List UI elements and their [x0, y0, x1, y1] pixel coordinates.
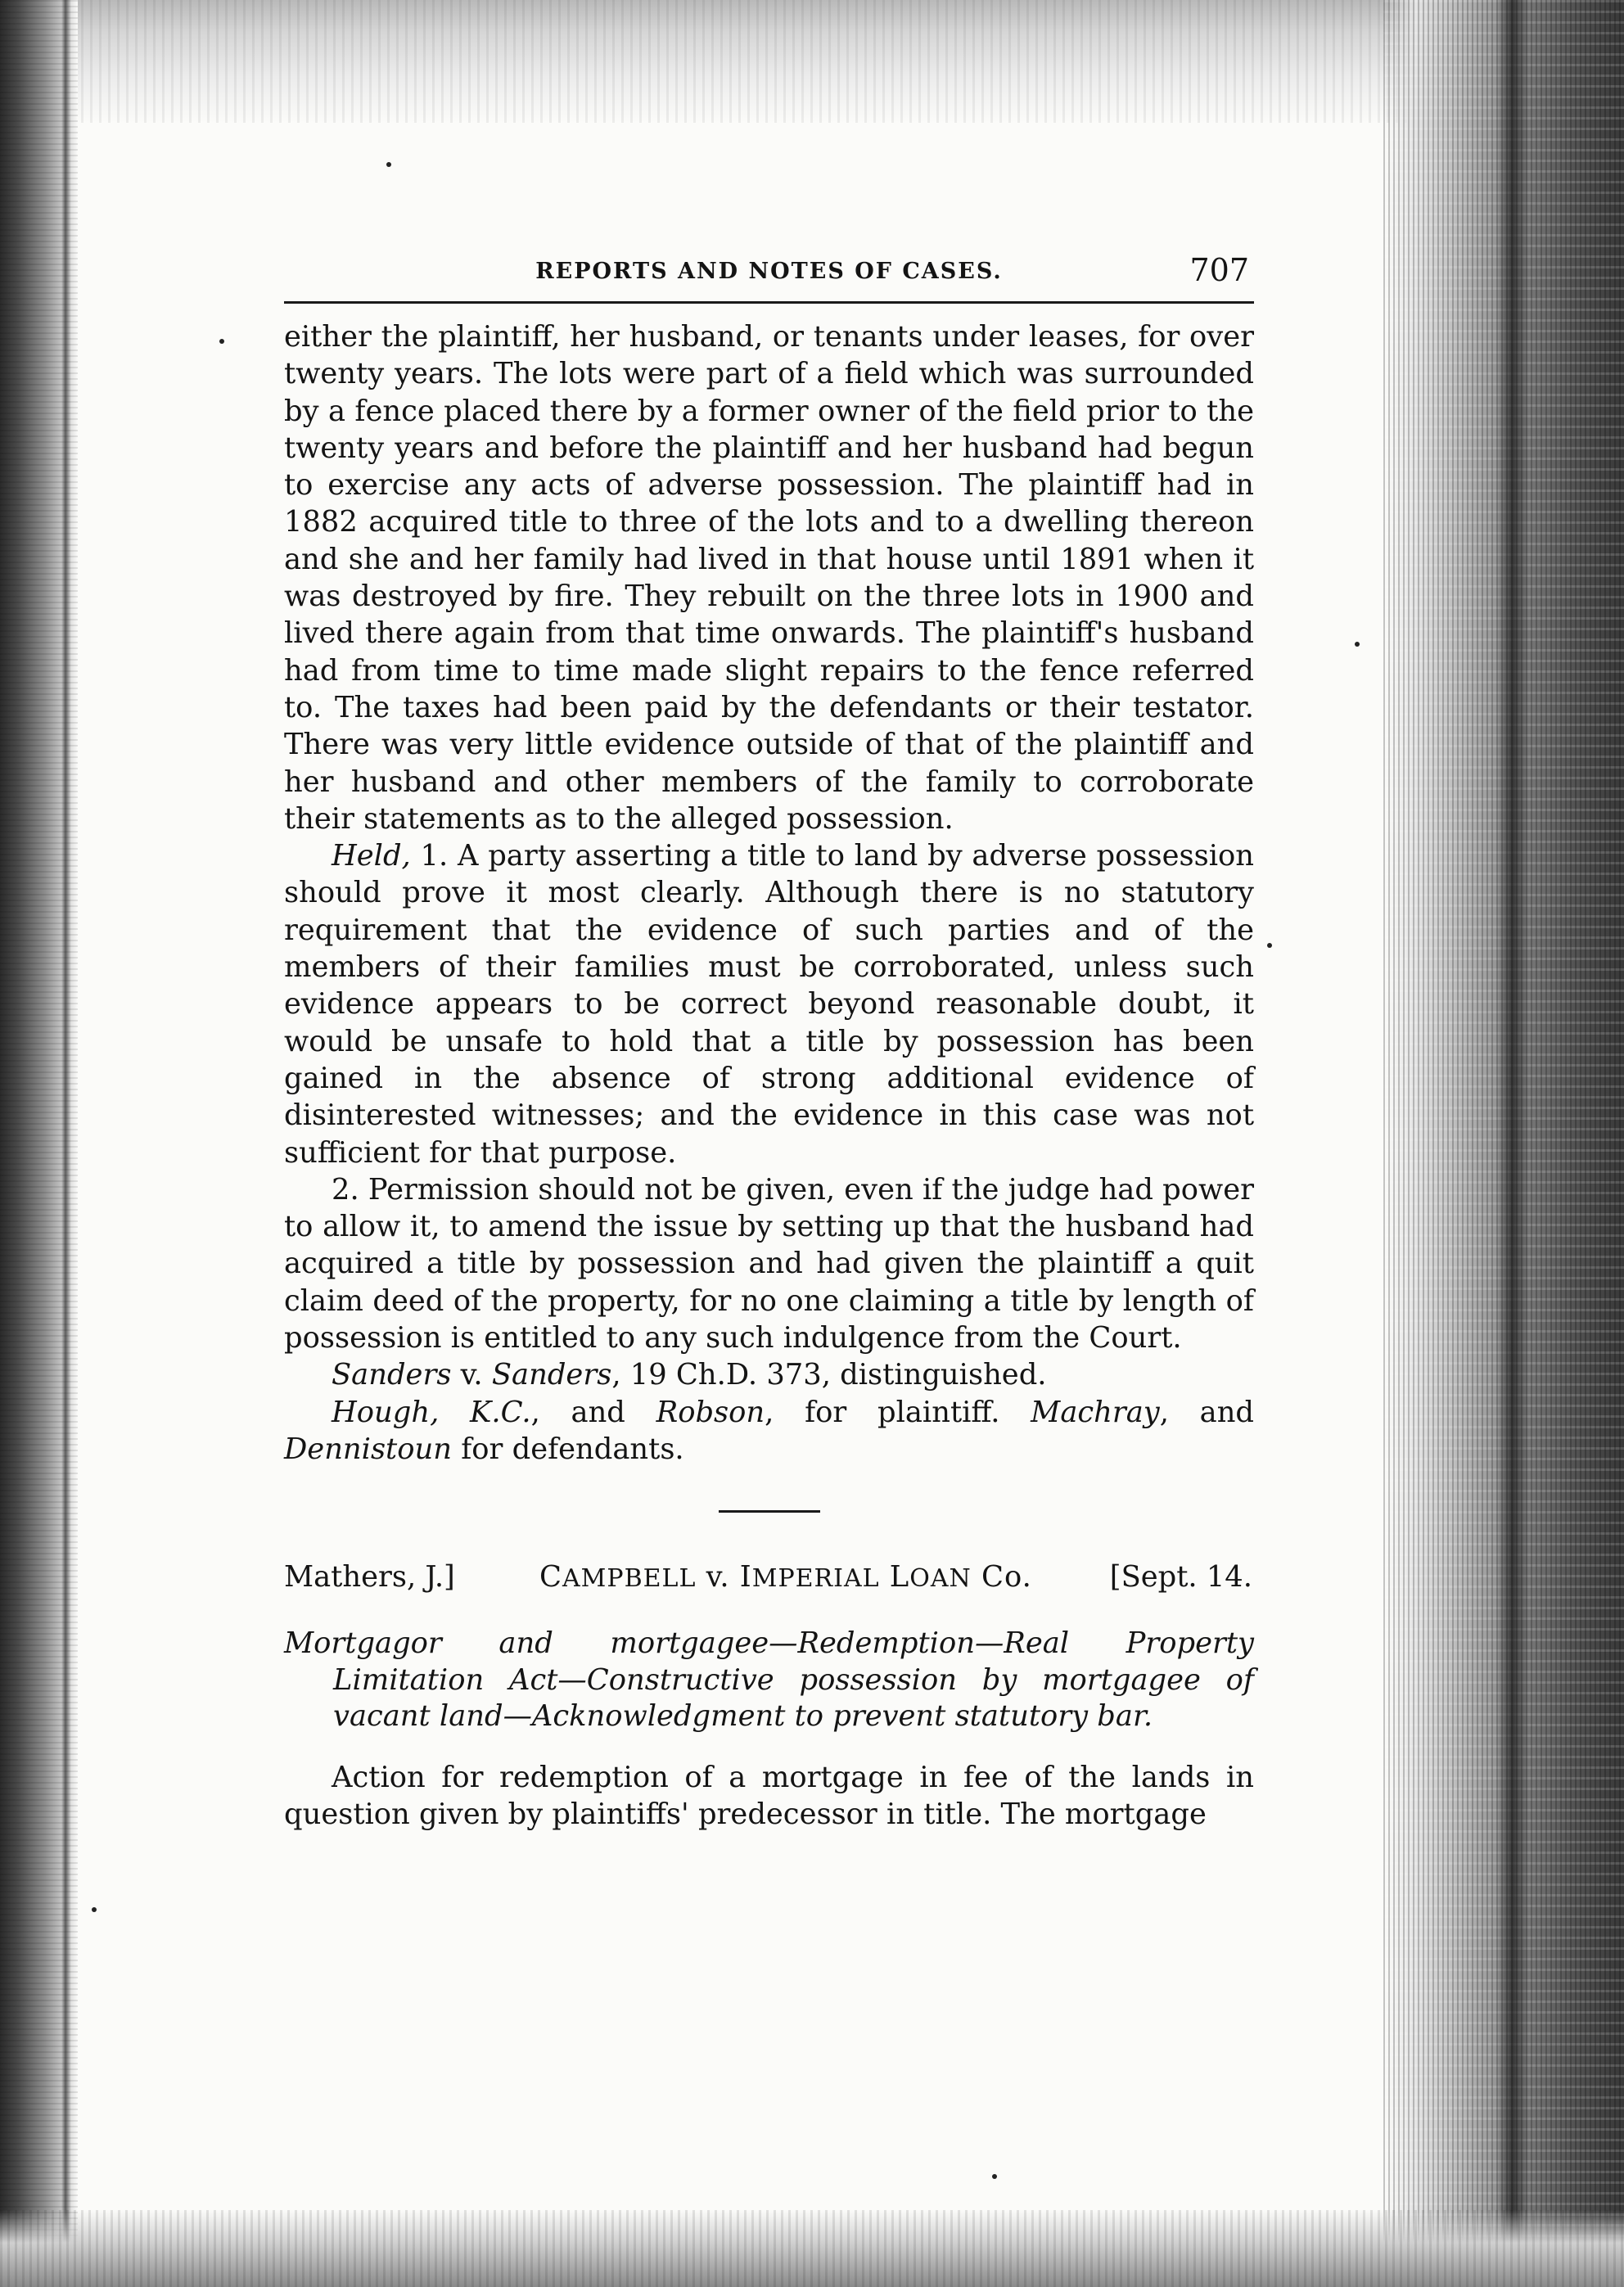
ink-speck: [386, 162, 391, 167]
case-party: Sanders: [491, 1358, 612, 1392]
case-heading: [284, 1558, 1254, 1596]
case-judge: Mathers, J.]: [284, 1560, 455, 1595]
counsel-line: [284, 1394, 1254, 1468]
permission-paragraph: 2. Permission should not be given, even if the judge had power to allow it, to amend the issue by setting up that the husband had acquired a title by possession and had given the plaintiff a quit claim deed of the property, for no one claiming a title by length of possession is entitled to any such indulgence from the Court.: [284, 1172, 1254, 1356]
headnote: Mortgagor and mortgagee—Redemption—Real Property Limitation Act—Constructive possession by mortgagee of vacant land—Acknowledgment to prevent statutory bar.: [284, 1626, 1254, 1733]
body-paragraph-continued: either the plaintiff, her husband, or tenants under leases, for over twenty years. The lots were part of a field which was surrounded by a fence placed there by a former owner of the field prior to the twenty years and before the plaintiff and her husband had begun to exercise any acts of adverse possession. The plaintiff had in 1882 acquired title to three of the lots and to a dwelling thereon and she and her family had lived in that house until 1891 when it was destroyed by fire. They rebuilt on the three lots in 1900 and lived there again from that time onwards. The plaintiff's husband had from time to time made slight repairs to the fence referred to. The taxes had been paid by the defendants or their testator. There was very little evidence outside of that of the plaintiff and her husband and other members of the family to corroborate their statements as to the alleged possession.: [284, 320, 1254, 836]
scan-right-shadow: [1496, 0, 1529, 2287]
case-name-initial: C: [539, 1560, 563, 1595]
ink-speck: [992, 2174, 997, 2179]
counsel-name: Hough, K.C.: [332, 1395, 531, 1429]
held-paragraph: [284, 837, 1254, 1171]
case-name: [539, 1558, 1032, 1598]
citation-text: , 19 Ch.D. 373, distinguished.: [611, 1358, 1047, 1392]
counsel-text: for defendants.: [451, 1432, 684, 1466]
scan-bottom-edge: [0, 2210, 1624, 2287]
section-divider: [719, 1510, 820, 1513]
case-name-smallcaps: MPERIAL: [751, 1564, 880, 1594]
counsel-text: , for plaintiff.: [765, 1395, 1031, 1429]
ink-speck: [92, 1907, 97, 1912]
citation-text: v.: [460, 1358, 492, 1392]
running-title: REPORTS AND NOTES OF CASES.: [535, 259, 1003, 284]
text-block: [284, 252, 1254, 1834]
counsel-name: Robson: [656, 1395, 765, 1429]
ink-speck: [1355, 642, 1360, 647]
action-paragraph: Action for redemption of a mortgage in fee of the lands in question given by plaintiffs' predecessor in title. The mortgage: [284, 1761, 1254, 1832]
distinguished-citation: [284, 1356, 1254, 1393]
counsel-name: Dennistoun: [284, 1432, 452, 1466]
case-name-initial: L: [879, 1560, 910, 1595]
case-name-initial: I: [739, 1560, 752, 1595]
case-name-smallcaps: AMPBELL: [562, 1564, 697, 1594]
case-party: Sanders: [332, 1358, 452, 1392]
ink-speck: [219, 339, 224, 344]
case-date: [Sept. 14.: [1109, 1560, 1252, 1595]
case-versus: v.: [696, 1560, 740, 1595]
held-text: 1. A party asserting a title to land by adverse possession should prove it most clearly. Although there is no statutory requirement that the evidence of such parties and of the members of their families must be corroborated, unless such evidence appears to be correct beyond reasonable doubt, it would be unsafe to hold that a title by possession has been gained in the absence of strong additional evidence of disinterested witnesses; and the evidence in this case was not sufficient for that purpose.: [284, 839, 1254, 1170]
scan-left-shadow: [61, 0, 71, 2287]
running-head: [284, 252, 1254, 304]
held-label: Held,: [332, 839, 411, 873]
case-name-smallcaps: OAN: [909, 1564, 972, 1594]
ink-speck: [1267, 943, 1272, 948]
counsel-name: Machray: [1031, 1395, 1160, 1429]
scan-top-edge: [0, 0, 1624, 123]
counsel-text: , and: [530, 1395, 656, 1429]
counsel-text: , and: [1159, 1395, 1255, 1429]
case-name-tail: Co.: [971, 1560, 1032, 1595]
page-number: 707: [1189, 252, 1249, 288]
